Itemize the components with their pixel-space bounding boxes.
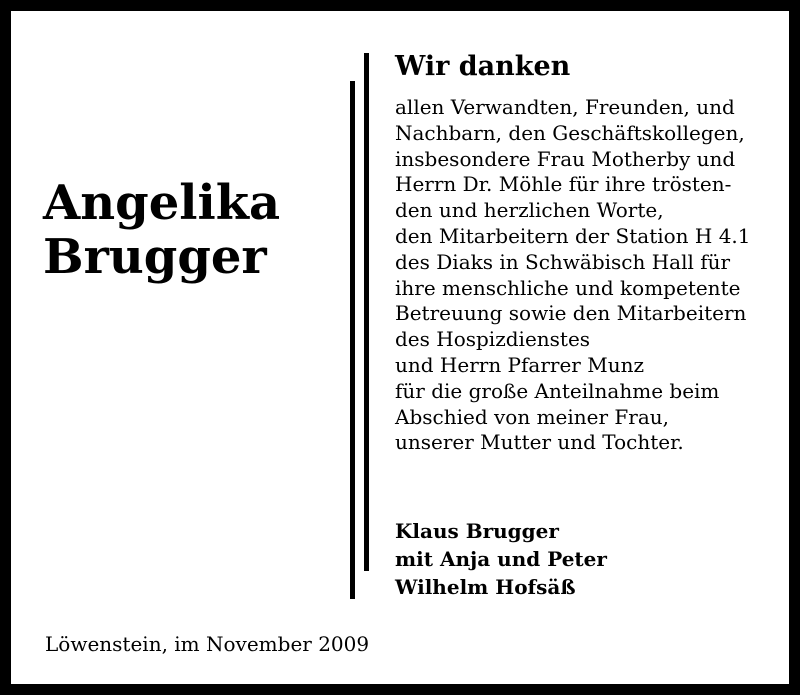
body-line: des Diaks in Schwäbisch Hall für bbox=[395, 249, 731, 274]
thanks-heading: Wir danken bbox=[395, 51, 571, 82]
divider-rule-left bbox=[350, 81, 355, 599]
place-date: Löwenstein, im November 2009 bbox=[45, 632, 370, 656]
body-line: Nachbarn, den Geschäftskollegen, bbox=[395, 120, 745, 145]
signature-line: mit Anja und Peter bbox=[395, 547, 607, 571]
body-line: unserer Mutter und Tochter. bbox=[395, 430, 684, 455]
body-line: und Herrn Pfarrer Munz bbox=[395, 352, 644, 377]
signature-line: Wilhelm Hofsäß bbox=[395, 575, 576, 599]
signature-block bbox=[395, 517, 607, 601]
body-line: des Hospizdienstes bbox=[395, 327, 591, 352]
body-line: Herrn Dr. Möhle für ihre trösten- bbox=[395, 172, 732, 197]
body-line: den und herzlichen Worte, bbox=[395, 198, 664, 223]
body-line: ihre menschliche und kompetente bbox=[395, 275, 741, 300]
body-line: den Mitarbeitern der Station H 4.1 bbox=[395, 223, 751, 248]
body-line: für die große Anteilnahme beim bbox=[395, 378, 720, 403]
deceased-name bbox=[43, 176, 280, 284]
divider-rule-right bbox=[364, 53, 369, 571]
body-line: Betreuung sowie den Mitarbeitern bbox=[395, 301, 747, 326]
body-line: allen Verwandten, Freunden, und bbox=[395, 95, 735, 119]
body-line: Abschied von meiner Frau, bbox=[395, 404, 669, 429]
deceased-first-name: Angelika bbox=[43, 175, 281, 231]
signature-line: Klaus Brugger bbox=[395, 519, 559, 543]
thanks-body bbox=[395, 95, 751, 456]
body-line: insbesondere Frau Motherby und bbox=[395, 146, 736, 171]
deceased-last-name: Brugger bbox=[43, 229, 267, 285]
